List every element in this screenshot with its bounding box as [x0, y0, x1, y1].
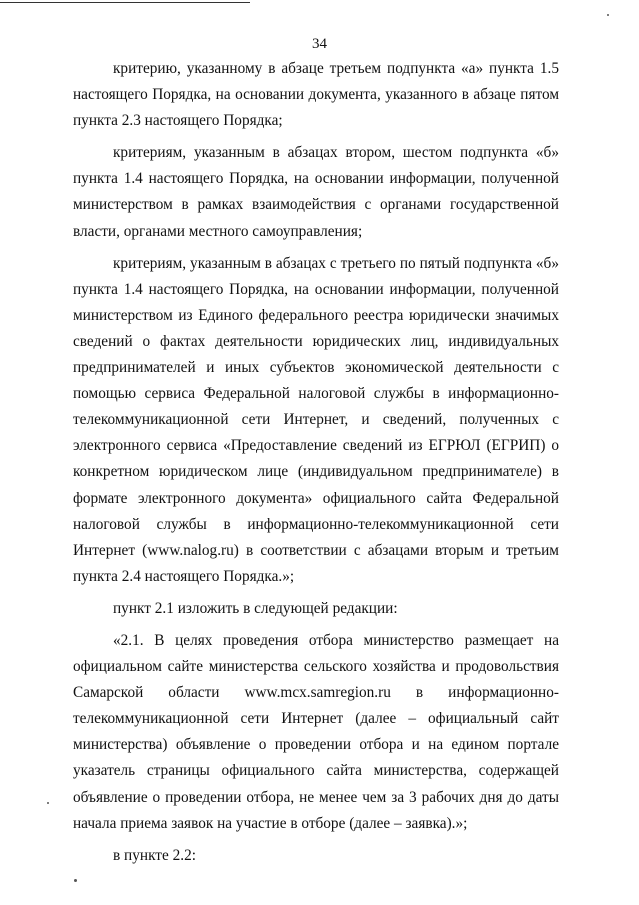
paragraph-2: критериям, указанным в абзацах втором, шестом подпункта «б» пункта 1.4 настоящего Порядка, на основании информации, полученной министерством в рамках взаимодействия с органами государственной власти, органами местного самоуправления;: [73, 144, 559, 240]
paragraph-4: пункт 2.1 изложить в следующей редакции:: [113, 599, 398, 617]
page-number: 34: [312, 36, 327, 52]
paragraph-3: критериям, указанным в абзацах с третьего по пятый подпункта «б» пункта 1.4 настоящего Порядка, на основании информации, полученной министерством из Единого федерального реестра юридически значимых сведений о фактах деятельности юридических лиц, индивидуальных предпринимателей и иных субъектов экономической деятельности с помощью сервиса Федеральной налоговой службы в информационно-телекоммуникационной сети Интернет, и сведений, полученных с электронного сервиса «Предоставление сведений из ЕГРЮЛ (ЕГРИП) о конкретном юридическом лице (индивидуальном предпринимателе) в формате электронного документа» официального сайта Федеральной налоговой службы в информационно-телекоммуникационной сети Интернет (www.nalog.ru) в соответствии с абзацами вторым и третьим пункта 2.4 настоящего Порядка.»;: [73, 254, 559, 585]
paragraph-1: критерию, указанному в абзаце третьем подпункта «а» пункта 1.5 настоящего Порядка, на основании документа, указанного в абзаце пятом пункта 2.3 настоящего Порядка;: [73, 60, 559, 130]
paragraph-5: «2.1. В целях проведения отбора министерство размещает на официальном сайте министерства сельского хозяйства и продовольствия Самарской области www.mcx.samregion.ru в информационно-телекоммуникационной сети Интернет (далее – официальный сайт министерства) объявление о проведении отбора и на едином портале указатель страницы официального сайта министерства, содержащей объявление о проведении отбора, не менее чем за 3 рабочих дня до даты начала приема заявок на участие в отборе (далее – заявка).»;: [73, 631, 559, 832]
scan-speck: [607, 14, 609, 16]
paragraph-6: в пункте 2.2:: [113, 846, 196, 864]
scan-speck: [74, 879, 77, 882]
top-rule: [0, 2, 250, 3]
document-body: [73, 56, 559, 875]
scan-speck: [47, 802, 49, 804]
